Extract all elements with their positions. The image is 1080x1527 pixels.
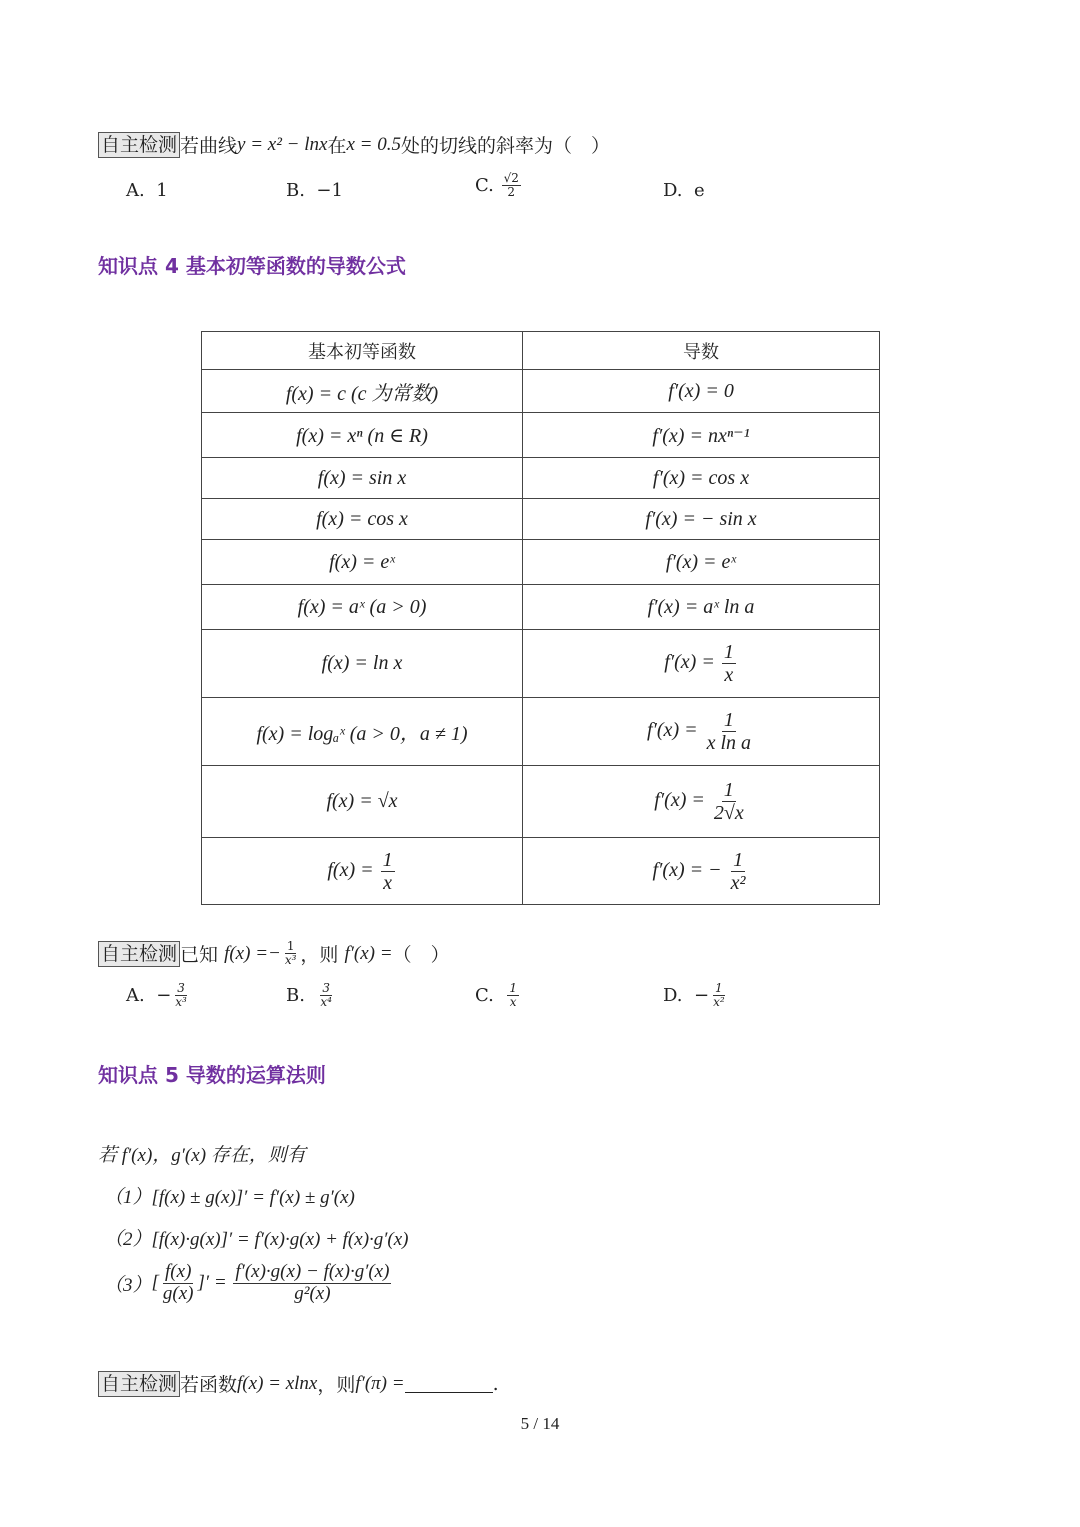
q2-math: f(x) =−: [224, 942, 281, 964]
numerator: 1: [723, 709, 734, 731]
derivative-cell: f′(x) = aˣ ln a: [523, 585, 880, 630]
q1-option-d[interactable]: [663, 180, 705, 201]
option-fraction: [502, 172, 521, 199]
function-cell: f(x) = ln x: [202, 630, 523, 698]
function-cell: f(x) = cos x: [202, 499, 523, 540]
derivative-prefix: f′(x) =: [664, 651, 715, 674]
derivative-prefix: f′(x) =: [654, 789, 705, 812]
derivative-cell: f′(x) = − sin x: [523, 499, 880, 540]
function-cell: [202, 838, 523, 905]
denominator: x: [509, 995, 517, 1010]
denominator: x ln a: [706, 732, 752, 754]
table-row: [202, 838, 880, 905]
numerator: 1: [723, 641, 734, 663]
section-5-heading: 知识点 5 导数的运算法则: [98, 1063, 326, 1087]
option-letter: C.: [475, 175, 494, 197]
q1-option-a[interactable]: [126, 180, 168, 201]
q1-math: y = x² − lnx: [237, 133, 328, 155]
rule-1: （1）[f(x) ± g(x)]′ = f′(x) ± g′(x): [104, 1187, 355, 1208]
q3-prefix: 若函数: [180, 1374, 238, 1396]
question-2: [98, 940, 450, 967]
denominator: x: [724, 664, 734, 686]
question-3: [98, 1370, 499, 1397]
denominator: g²(x): [294, 1282, 331, 1304]
question-1: [98, 131, 610, 158]
function-cell: f(x) = eˣ: [202, 540, 523, 585]
q2-option-a[interactable]: [126, 982, 191, 1009]
derivative-fraction: [712, 779, 746, 824]
option-sign: −: [693, 985, 710, 1007]
denominator: 2: [507, 185, 516, 200]
numerator: 1: [733, 848, 744, 871]
table-row: [202, 630, 880, 698]
q3-math: f(x) = xlnx: [237, 1372, 318, 1394]
numerator: 3: [177, 981, 185, 995]
rule-3-fraction: [233, 1262, 391, 1305]
q2-prefix: 已知: [180, 944, 219, 967]
table-row: [202, 499, 880, 540]
q1-prefix: 若曲线: [180, 135, 238, 157]
q3-mid: ，则: [317, 1374, 356, 1396]
q2-options: [0, 982, 1080, 1022]
option-fraction: [507, 982, 519, 1009]
denominator: x³: [175, 995, 187, 1010]
q1-mid: 在: [327, 135, 347, 157]
q2-math2: f′(x) =: [344, 942, 393, 964]
table-header-row: [202, 332, 880, 370]
derivative-cell: [523, 766, 880, 838]
rule-3-inner-fraction: [161, 1262, 196, 1305]
option-letter: D.: [663, 180, 683, 201]
numerator: √2: [503, 171, 519, 185]
table-row: [202, 370, 880, 413]
table-row: [202, 458, 880, 499]
table-row: [202, 766, 880, 838]
q1-option-b[interactable]: [286, 180, 343, 201]
option-fraction: [318, 982, 334, 1009]
option-letter: C.: [475, 985, 494, 1007]
q2-fraction: [283, 940, 299, 967]
q3-suffix: .: [492, 1372, 499, 1395]
q1-math2: x = 0.5: [346, 133, 401, 155]
rule-2: （2）[f(x)·g(x)]′ = f′(x)·g(x) + f(x)·g′(x): [104, 1229, 409, 1250]
denominator: g(x): [162, 1282, 194, 1304]
option-value: −1: [316, 180, 343, 201]
self-test-badge: 自主检测: [98, 1371, 180, 1397]
denominator: x²: [713, 995, 725, 1010]
denominator: x⁴: [320, 995, 332, 1010]
function-cell: f(x) = √x: [202, 766, 523, 838]
option-value: 1: [156, 180, 168, 201]
function-fraction: [381, 849, 395, 894]
derivative-fraction: [705, 709, 753, 754]
denominator: x²: [730, 871, 746, 894]
function-cell: f(x) = sin x: [202, 458, 523, 499]
option-letter: B.: [286, 180, 305, 201]
option-letter: A.: [126, 180, 145, 201]
derivative-prefix: f′(x) = −: [652, 858, 722, 881]
derivative-table: [201, 331, 880, 905]
derivative-cell: f′(x) = cos x: [523, 458, 880, 499]
q2-option-c[interactable]: [475, 982, 521, 1009]
option-fraction: [711, 982, 727, 1009]
rule-3-label: （3）: [104, 1274, 152, 1296]
option-letter: B.: [286, 985, 305, 1007]
q2-suffix: （ ）: [392, 944, 450, 967]
derivative-cell: f′(x) = 0: [523, 370, 880, 413]
derivative-cell: [523, 698, 880, 766]
numerator: 1: [723, 779, 734, 801]
rules-intro: 若 f′(x)，g′(x) 存在，则有: [98, 1145, 306, 1166]
option-fraction: [173, 982, 189, 1009]
option-value: e: [693, 180, 705, 201]
q2-mid: ，则: [300, 944, 339, 967]
derivative-cell: [523, 630, 880, 698]
derivative-cell: f′(x) = nxⁿ⁻¹: [523, 413, 880, 458]
numerator: f′(x)·g(x) − f(x)·g′(x): [235, 1261, 390, 1282]
header-derivative: 导数: [523, 332, 880, 370]
table-row: [202, 540, 880, 585]
derivative-fraction: [722, 641, 736, 686]
numerator: 1: [286, 939, 295, 953]
derivative-rules: [98, 1140, 409, 1305]
q1-suffix: 处的切线的斜率为（ ）: [400, 135, 610, 157]
q2-option-d[interactable]: [663, 982, 729, 1009]
q3-math2: f′(π) =: [355, 1372, 405, 1394]
option-letter: A.: [126, 985, 145, 1007]
header-function: 基本初等函数: [202, 332, 523, 370]
numerator: 1: [382, 848, 393, 871]
derivative-cell: f′(x) = eˣ: [523, 540, 880, 585]
derivative-prefix: f′(x) =: [646, 719, 698, 742]
numerator: f(x): [165, 1261, 192, 1282]
section-4-heading: 知识点 4 基本初等函数的导数公式: [98, 254, 406, 278]
answer-blank[interactable]: [405, 1374, 493, 1393]
table-row: [202, 585, 880, 630]
denominator: x³: [284, 953, 297, 968]
page-number: 5 / 14: [520, 1414, 560, 1433]
function-cell: f(x) = c (c 为常数): [202, 370, 523, 413]
derivative-fraction: [729, 849, 748, 894]
function-cell: f(x) = xⁿ (n ∈ R): [202, 413, 523, 458]
function-cell: f(x) = logₐˣ (a > 0，a ≠ 1): [202, 698, 523, 766]
option-letter: D.: [663, 985, 683, 1007]
q1-option-c[interactable]: [475, 172, 523, 199]
option-sign: −: [156, 985, 172, 1007]
function-cell: f(x) = aˣ (a > 0): [202, 585, 523, 630]
numerator: 1: [715, 981, 723, 995]
self-test-badge: 自主检测: [98, 132, 180, 158]
function-prefix: f(x) =: [327, 858, 374, 881]
rule-3-eq: ]′ =: [197, 1272, 227, 1294]
derivative-cell: [523, 838, 880, 905]
table-row: [202, 698, 880, 766]
q2-option-b[interactable]: [286, 982, 336, 1009]
table-row: [202, 413, 880, 458]
q1-options: [0, 172, 1080, 212]
denominator: 2√x: [713, 802, 744, 824]
numerator: 1: [509, 981, 517, 995]
rule-3: （3） [ $\frac{f(x)}{g(x)}$ ]′ = $\frac{f'(x)\cdot g(x) - f(x)\cdot g'(x)}{\text{g²(x)}}$: [104, 1261, 390, 1304]
denominator: x: [383, 871, 393, 894]
numerator: 3: [322, 981, 331, 995]
self-test-badge: 自主检测: [98, 941, 180, 967]
